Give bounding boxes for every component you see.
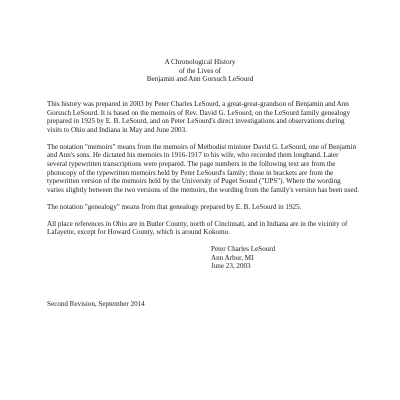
document-title [0,58,400,84]
paragraph-memoirs-notation: The notation "memoirs" means from the memoirs of Methodist minister David G. LeSourd, one of Benjamin and Ann's sons. He dictated his memoirs in 1916-1917 to his wife, who recorded them longhand. Later several typewritten transcriptions were prepared. The page numbers in the following text are from the photocopy of the typewritten memoirs held by Peter LeSourd's family; those in brackets are from the typewritten version of the memoirs held by the University of Puget Sound ("UPS"). Where the wording varies slightly between the two versions of the memoirs, the wording from the family's version has been used. [47,142,359,194]
paragraph-place-references: All place references in Ohio are in Butler County, north of Cincinnati, and in Indiana are in the vicinity of Lafayette, except for Howard County, which is around Kokomo. [47,219,348,237]
document-body [47,100,359,275]
signature-wrapper [47,245,359,275]
title-line-2: of the Lives of [178,66,222,75]
signature-date: June 23, 2003 [211,262,251,271]
signature-block [211,245,275,271]
title-line-1: A Chronological History [164,58,236,66]
signature-name: Peter Charles LeSourd [211,245,276,254]
paragraph-genealogy-notation: The notation "genealogy" means from that genealogy prepared by E. B. LeSourd in 1925. [47,202,302,211]
paragraph-intro: This history was prepared in 2003 by Peter Charles LeSourd, a great-great-grandson of Benjamin and Ann Gorsuch LeSourd. It is based on the memoirs of Rev. David G. LeSourd, on the LeSourd family genealogy prepared in 1925 by E. B. LeSourd, and on Peter LeSourd's direct investigations and observations during visits to Ohio and Indiana in May and June 2003. [47,100,351,134]
title-line-3: Benjamin and Ann Gorsuch LeSourd [146,75,254,84]
signature-location: Ann Arbor, MI [211,253,254,262]
revision-note: Second Revision, September 2014 [47,300,145,308]
